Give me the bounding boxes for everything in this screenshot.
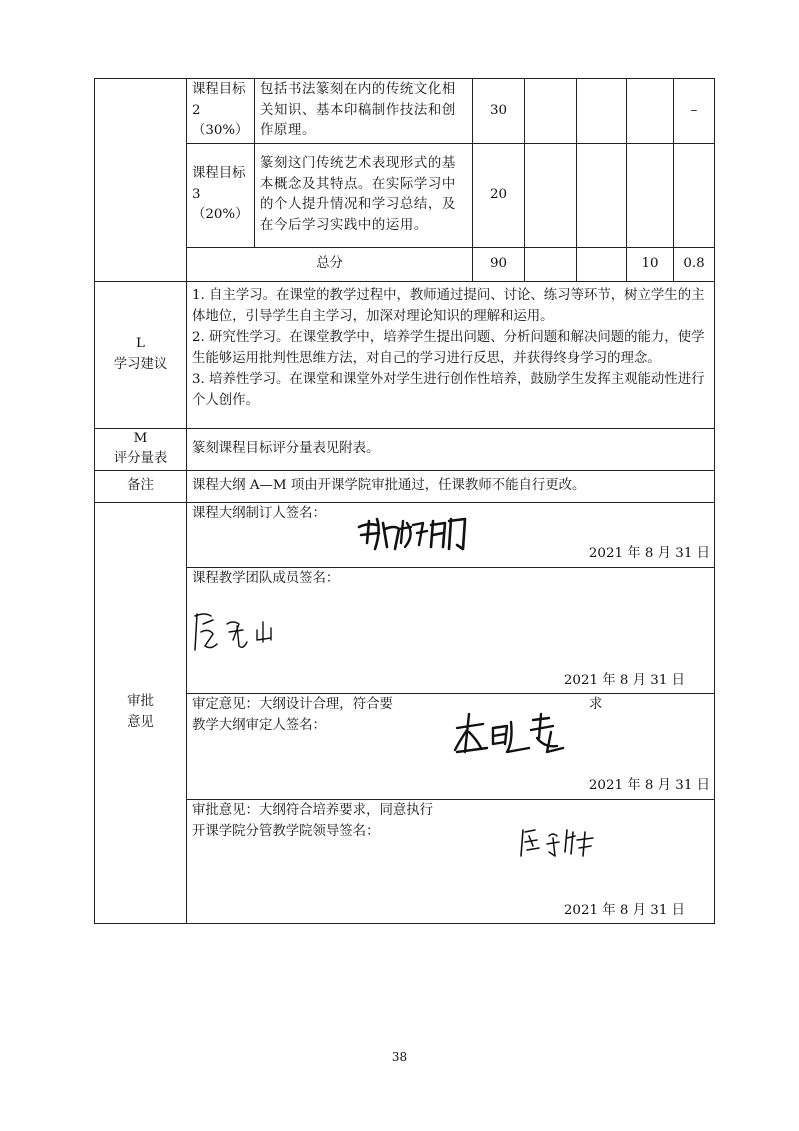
total-label: 总分 bbox=[187, 247, 473, 281]
approve-cell bbox=[187, 799, 715, 923]
maker-cell bbox=[187, 502, 715, 567]
review-row bbox=[95, 693, 715, 799]
remark-text: 课程大纲 A—M 项由开课学院审批通过，任课教师不能自行更改。 bbox=[187, 470, 715, 502]
maker-row bbox=[95, 502, 715, 567]
approve-row bbox=[95, 799, 715, 923]
approval-header bbox=[95, 502, 187, 923]
objective-label: 课程目标3（20%） bbox=[187, 143, 255, 247]
total-score: 90 bbox=[473, 247, 525, 281]
remark-row bbox=[95, 470, 715, 502]
team-row bbox=[95, 567, 715, 693]
objective-score: 30 bbox=[473, 79, 525, 144]
objective-label: 课程目标2（30%） bbox=[187, 79, 255, 144]
study-item: 1. 自主学习。在课堂的教学过程中，教师通过提问、讨论、练习等环节，树立学生的主体地位，引导学生自主学习，加深对理论知识的理解和运用。 bbox=[192, 287, 705, 324]
objective-ratio bbox=[674, 143, 715, 247]
objective-row bbox=[95, 79, 715, 144]
blank-left-cell bbox=[95, 79, 187, 282]
total-col6: 10 bbox=[627, 247, 674, 281]
approve-date: 2021 年 8 月 31 日 bbox=[563, 903, 685, 918]
approve-label: 审批意见：大纲符合培养要求，同意执行 bbox=[192, 802, 434, 818]
objective-score: 20 bbox=[473, 143, 525, 247]
maker-label: 课程大纲制订人签名： bbox=[192, 505, 326, 521]
study-row bbox=[95, 281, 715, 428]
approval-label-line2: 意见 bbox=[127, 714, 154, 730]
assessment-label: 评分量表 bbox=[113, 451, 168, 466]
study-header bbox=[95, 281, 187, 428]
assessment-row bbox=[95, 428, 715, 470]
study-letter: L bbox=[136, 336, 145, 351]
study-item: 3. 培养性学习。在课堂和课堂外对学生进行创作性培养，鼓励学生发挥主观能动性进行个人创作。 bbox=[192, 371, 705, 408]
team-date: 2021 年 8 月 31 日 bbox=[563, 673, 685, 688]
assessment-letter: M bbox=[133, 430, 148, 446]
leader-label: 开课学院分管教学院领导签名： bbox=[192, 823, 380, 839]
review-cell bbox=[187, 693, 715, 799]
assessment-text: 篆刻课程目标评分量表见附表。 bbox=[187, 428, 715, 470]
review-date: 2021 年 8 月 31 日 bbox=[588, 778, 710, 793]
reviewer-label: 教学大纲审定人签名： bbox=[192, 717, 326, 733]
review-suffix: 求 bbox=[589, 696, 603, 712]
syllabus-table bbox=[94, 78, 715, 924]
objective-content: 篆刻这门传统艺术表现形式的基本概念及其特点。在实际学习中的个人提升情况和学习总结，及在今后学习实践中的运用。 bbox=[255, 143, 473, 247]
total-col7: 0.8 bbox=[674, 247, 715, 281]
objective-content: 包括书法篆刻在内的传统文化相关知识、基本印稿制作技法和创作原理。 bbox=[255, 79, 473, 144]
study-item: 2. 研究性学习。在课堂教学中，培养学生提出问题、分析问题和解决问题的能力，使学生能够运用批判性思维方法，对自己的学习进行反思，并获得终身学习的理念。 bbox=[192, 329, 705, 366]
team-signature bbox=[191, 606, 291, 658]
reviewer-signature bbox=[453, 708, 573, 760]
remark-label: 备注 bbox=[95, 470, 187, 502]
page-number: 38 bbox=[391, 1050, 408, 1064]
maker-signature bbox=[355, 513, 475, 557]
assessment-header bbox=[95, 428, 187, 470]
team-label: 课程教学团队成员签名： bbox=[192, 570, 340, 586]
study-content bbox=[187, 281, 715, 428]
team-cell bbox=[187, 567, 715, 693]
objective-row bbox=[95, 143, 715, 247]
total-row bbox=[95, 247, 715, 281]
review-label: 审定意见：大纲设计合理，符合要 bbox=[192, 696, 393, 712]
approval-label-line1: 审批 bbox=[127, 694, 154, 709]
study-label: 学习建议 bbox=[113, 356, 168, 372]
maker-date: 2021 年 8 月 31 日 bbox=[588, 546, 710, 561]
objective-ratio: – bbox=[674, 79, 715, 144]
leader-signature bbox=[519, 822, 599, 862]
